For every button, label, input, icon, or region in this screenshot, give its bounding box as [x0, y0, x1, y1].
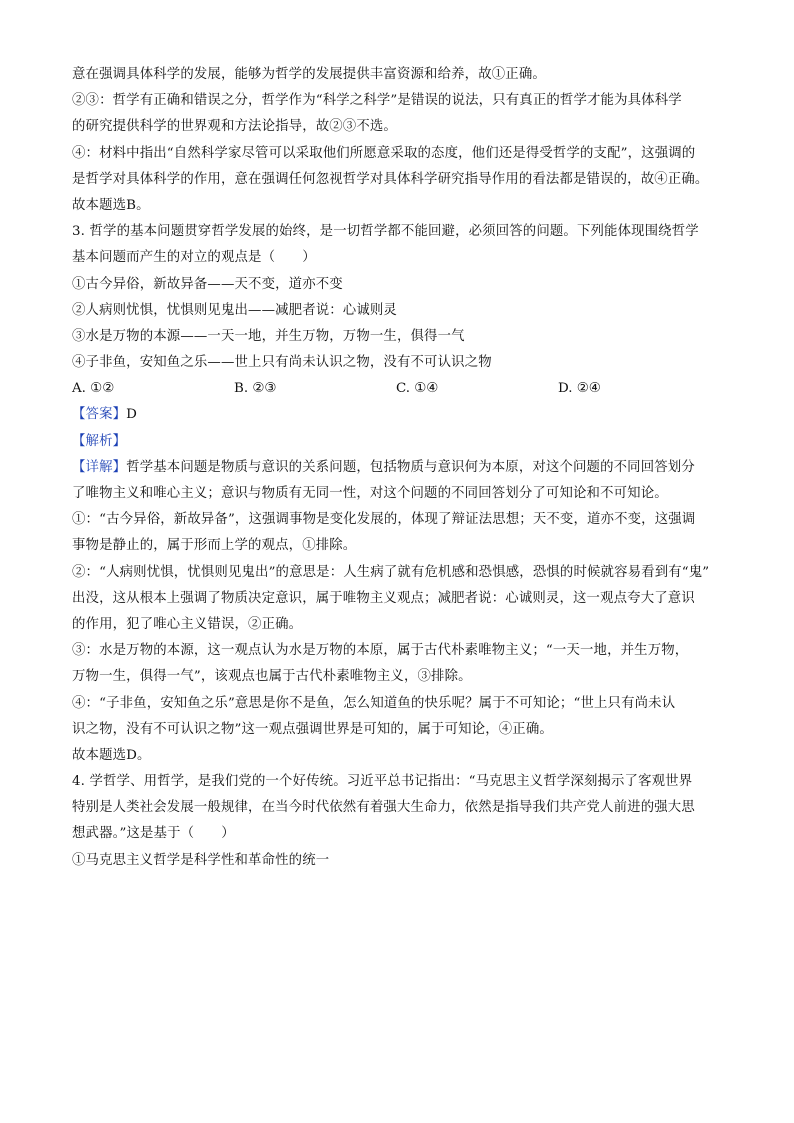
text-line: ④：“子非鱼，安知鱼之乐”意思是你不是鱼，怎么知道鱼的快乐呢？属于不可知论；“世上只有尚未认	[72, 695, 676, 711]
text-line: 出没，这从根本上强调了物质决定意识，属于唯物主义观点；减肥者说：心诚则灵，这一观点夸大了意识	[72, 590, 695, 606]
text-line: 故本题选D。	[72, 747, 151, 763]
text-line: 了唯物主义和唯心主义；意识与物质有无同一性，对这个问题的不同回答划分了可知论和不可知论。	[72, 486, 668, 501]
answer-line	[72, 402, 724, 428]
statement-1: ①马克思主义哲学是科学性和革命性的统一	[72, 852, 330, 868]
statement-1: ①古今异俗，新故异备——天不变，道亦不变	[72, 276, 343, 292]
text-line: ③：水是万物的本源，这一观点认为水是万物的本原，属于古代朴素唯物主义；“一天一地，并生万物，	[72, 643, 689, 659]
text-line: ②：“人病则忧惧，忧惧则见鬼出”的意思是：人生病了就有危机感和恐惧感，恐惧的时候就容易看到有“鬼”	[72, 564, 710, 580]
text-line: 的作用，犯了唯心主义错误，②正确。	[72, 616, 303, 632]
statement-3: ③水是万物的本源——一天一地，并生万物，万物一生，俱得一气	[72, 328, 465, 344]
detail-text: 哲学基本问题是物质与意识的关系问题，包括物质与意识何为本原，对这个问题的不同回答划分	[126, 459, 695, 475]
answer-label: 【答案】	[72, 407, 127, 423]
question-3-stem: 3. 哲学的基本问题贯穿哲学发展的始终，是一切哲学都不能回避，必须回答的问题。下列能体现围绕哲学	[72, 224, 699, 240]
analysis-line	[72, 429, 724, 455]
text-line: 事物是静止的，属于形而上学的观点，①排除。	[72, 538, 357, 554]
text-line: 故本题选B。	[72, 197, 150, 213]
document-page	[72, 62, 724, 874]
answer-value: D	[126, 407, 138, 423]
question-4-stem: 4. 学哲学、用哲学，是我们党的一个好传统。习近平总书记指出：“马克思主义哲学深刻揭示了客观世界	[72, 774, 693, 790]
statement-4: ④子非鱼，安知鱼之乐——世上只有尚未认识之物，没有不可认识之物	[72, 355, 492, 371]
answer-options	[72, 376, 724, 402]
question-3-stem: 基本问题而产生的对立的观点是（ ）	[72, 250, 316, 266]
option-c: C. ①④	[396, 381, 439, 397]
text-line: 识之物，没有不可认识之物”这一观点强调世界是可知的，属于可知论，④正确。	[72, 721, 553, 737]
text-line: 的研究提供科学的世界观和方法论指导，故②③不选。	[72, 119, 397, 135]
text-line: ④：材料中指出“自然科学家尽管可以采取他们所愿意采取的态度，他们还是得受哲学的支配”，这强调的	[72, 145, 696, 161]
text-line: 意在强调具体科学的发展，能够为哲学的发展提供丰富资源和给养，故①正确。	[72, 67, 546, 82]
question-4-stem: 特别是人类社会发展一般规律，在当今时代依然有着强大生命力，依然是指导我们共产党人前进的强大思	[72, 800, 695, 816]
question-4-stem: 想武器。”这是基于（ ）	[72, 826, 235, 842]
option-b: B. ②③	[234, 381, 277, 397]
text-line: 万物一生，俱得一气”，该观点也属于古代朴素唯物主义，③排除。	[72, 669, 472, 685]
text-line: ②③：哲学有正确和错误之分，哲学作为“科学之科学”是错误的说法，只有真正的哲学才能为具体科学	[72, 93, 682, 109]
statement-2: ②人病则忧惧，忧惧则见鬼出——减肥者说：心诚则灵	[72, 302, 397, 318]
text-line: 是哲学对具体科学的作用，意在强调任何忽视哲学对具体科学研究指导作用的看法都是错误的，故④正确。	[72, 171, 709, 187]
analysis-label: 【解析】	[72, 433, 127, 449]
detail-line	[72, 455, 724, 481]
detail-label: 【详解】	[72, 459, 127, 475]
option-d: D. ②④	[558, 381, 601, 397]
text-line: ①：“古今异俗，新故异备”，这强调事物是变化发展的，体现了辩证法思想；天不变，道亦不变，这强调	[72, 512, 696, 528]
option-a: A. ①②	[72, 381, 115, 397]
